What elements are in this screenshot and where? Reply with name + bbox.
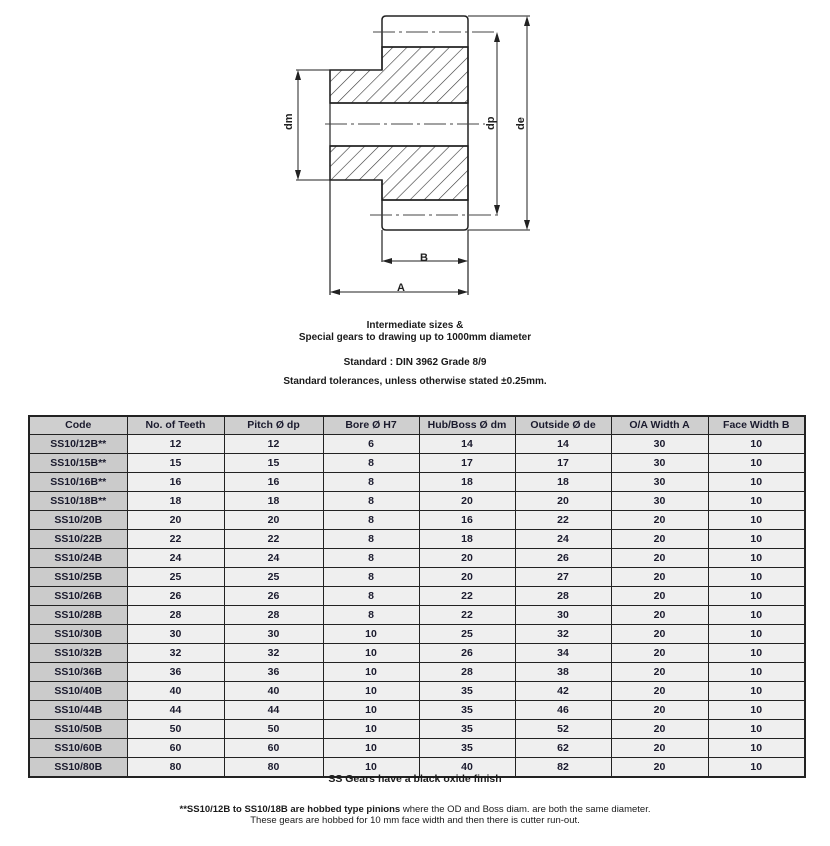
hobbed-note (0, 804, 830, 826)
cell-value: 10 (323, 682, 419, 701)
cell-value: 44 (224, 701, 323, 720)
cell-value: 35 (419, 739, 515, 758)
cell-code: SS10/50B (29, 720, 127, 739)
cell-value: 20 (611, 758, 708, 778)
cell-value: 20 (611, 663, 708, 682)
de-label: de (515, 117, 527, 130)
cell-value: 10 (708, 663, 805, 682)
cell-value: 10 (708, 606, 805, 625)
cell-value: 24 (127, 549, 224, 568)
cell-value: 10 (708, 454, 805, 473)
cell-value: 32 (224, 644, 323, 663)
cell-value: 50 (224, 720, 323, 739)
cell-value: 22 (224, 530, 323, 549)
cell-value: 10 (708, 625, 805, 644)
cell-value: 20 (127, 511, 224, 530)
cell-code: SS10/44B (29, 701, 127, 720)
cell-value: 20 (611, 568, 708, 587)
cell-value: 10 (323, 720, 419, 739)
cell-value: 35 (419, 720, 515, 739)
cell-value: 62 (515, 739, 611, 758)
cell-value: 18 (127, 492, 224, 511)
cell-value: 10 (708, 758, 805, 778)
cell-value: 12 (224, 435, 323, 454)
cell-value: 6 (323, 435, 419, 454)
cell-value: 30 (515, 606, 611, 625)
dp-label: dp (485, 116, 497, 130)
cell-value: 28 (224, 606, 323, 625)
dm-label: dm (283, 113, 295, 130)
cell-value: 8 (323, 454, 419, 473)
cell-value: 80 (224, 758, 323, 778)
header-teeth: No. of Teeth (127, 416, 224, 435)
hobbed-note-line2: These gears are hobbed for 10 mm face width and then there is cutter run-out. (250, 815, 580, 826)
header-oa-width: O/A Width A (611, 416, 708, 435)
cell-value: 20 (611, 606, 708, 625)
cell-code: SS10/28B (29, 606, 127, 625)
gear-spec-table (28, 415, 806, 778)
cell-value: 60 (127, 739, 224, 758)
cell-value: 10 (323, 625, 419, 644)
table-row (29, 682, 805, 701)
cell-value: 8 (323, 492, 419, 511)
cell-value: 10 (708, 549, 805, 568)
table-row (29, 530, 805, 549)
cell-value: 8 (323, 511, 419, 530)
table-row (29, 492, 805, 511)
cell-value: 10 (708, 682, 805, 701)
cell-value: 20 (611, 530, 708, 549)
cell-value: 26 (127, 587, 224, 606)
cell-value: 17 (419, 454, 515, 473)
cell-value: 10 (323, 739, 419, 758)
cell-value: 40 (224, 682, 323, 701)
cell-value: 38 (515, 663, 611, 682)
cell-value: 8 (323, 606, 419, 625)
cell-code: SS10/30B (29, 625, 127, 644)
table-row (29, 549, 805, 568)
cell-value: 20 (515, 492, 611, 511)
caption-intermediate-sizes: Intermediate sizes & (366, 320, 464, 331)
cell-code: SS10/40B (29, 682, 127, 701)
cell-value: 30 (224, 625, 323, 644)
header-outside: Outside Ø de (515, 416, 611, 435)
cell-value: 82 (515, 758, 611, 778)
cell-value: 16 (127, 473, 224, 492)
cell-value: 35 (419, 701, 515, 720)
cell-value: 30 (611, 473, 708, 492)
cell-value: 26 (419, 644, 515, 663)
a-label: A (397, 282, 405, 294)
cell-value: 18 (224, 492, 323, 511)
cell-value: 10 (708, 701, 805, 720)
cell-code: SS10/25B (29, 568, 127, 587)
cell-value: 30 (127, 625, 224, 644)
table-row (29, 606, 805, 625)
cell-code: SS10/22B (29, 530, 127, 549)
cell-value: 10 (708, 644, 805, 663)
cell-value: 60 (224, 739, 323, 758)
cell-value: 8 (323, 473, 419, 492)
header-face-width: Face Width B (708, 416, 805, 435)
cell-code: SS10/18B** (29, 492, 127, 511)
cell-value: 50 (127, 720, 224, 739)
cell-code: SS10/20B (29, 511, 127, 530)
cell-value: 35 (419, 682, 515, 701)
cell-value: 18 (419, 530, 515, 549)
cell-value: 28 (127, 606, 224, 625)
cell-value: 8 (323, 549, 419, 568)
cell-value: 30 (611, 435, 708, 454)
cell-value: 24 (224, 549, 323, 568)
cell-value: 30 (611, 454, 708, 473)
cell-value: 12 (127, 435, 224, 454)
cell-value: 40 (419, 758, 515, 778)
cell-code: SS10/15B** (29, 454, 127, 473)
cell-value: 32 (127, 644, 224, 663)
cell-value: 28 (515, 587, 611, 606)
cell-value: 20 (611, 587, 708, 606)
cell-value: 15 (224, 454, 323, 473)
cell-value: 25 (224, 568, 323, 587)
cell-value: 10 (323, 663, 419, 682)
cell-value: 40 (127, 682, 224, 701)
cell-value: 20 (611, 682, 708, 701)
cell-value: 36 (224, 663, 323, 682)
cell-value: 20 (611, 511, 708, 530)
cell-value: 22 (419, 606, 515, 625)
cell-value: 10 (323, 701, 419, 720)
cell-value: 15 (127, 454, 224, 473)
cell-value: 52 (515, 720, 611, 739)
cell-code: SS10/16B** (29, 473, 127, 492)
cell-value: 16 (224, 473, 323, 492)
table-row (29, 663, 805, 682)
cell-value: 14 (419, 435, 515, 454)
cell-code: SS10/32B (29, 644, 127, 663)
hobbed-note-rest: where the OD and Boss diam. are both the same diameter. (400, 804, 651, 815)
cell-value: 16 (419, 511, 515, 530)
table-row (29, 644, 805, 663)
cell-value: 10 (708, 473, 805, 492)
cell-code: SS10/12B** (29, 435, 127, 454)
cell-value: 10 (323, 758, 419, 778)
cell-value: 20 (611, 644, 708, 663)
cell-value: 22 (127, 530, 224, 549)
cell-code: SS10/26B (29, 587, 127, 606)
cell-value: 22 (419, 587, 515, 606)
cell-value: 20 (224, 511, 323, 530)
cell-value: 10 (708, 435, 805, 454)
table-row (29, 720, 805, 739)
caption-tolerances: Standard tolerances, unless otherwise stated ±0.25mm. (283, 376, 547, 387)
cell-value: 26 (515, 549, 611, 568)
b-label: B (420, 252, 428, 264)
cell-value: 34 (515, 644, 611, 663)
table-row (29, 739, 805, 758)
caption-standard: Standard : DIN 3962 Grade 8/9 (343, 357, 487, 368)
hatched-section (330, 47, 468, 200)
cell-value: 20 (419, 492, 515, 511)
cell-value: 24 (515, 530, 611, 549)
cell-value: 8 (323, 530, 419, 549)
cell-value: 80 (127, 758, 224, 778)
cell-value: 22 (515, 511, 611, 530)
table-row (29, 701, 805, 720)
cell-value: 10 (708, 587, 805, 606)
hobbed-note-bold: **SS10/12B to SS10/18B are hobbed type pinions (179, 804, 401, 815)
cell-value: 18 (419, 473, 515, 492)
header-bore: Bore Ø H7 (323, 416, 419, 435)
cell-value: 10 (708, 530, 805, 549)
cell-value: 28 (419, 663, 515, 682)
cell-value: 10 (708, 568, 805, 587)
cell-value: 26 (224, 587, 323, 606)
gear-section-drawing (270, 0, 550, 300)
cell-value: 10 (708, 492, 805, 511)
cell-value: 20 (419, 568, 515, 587)
cell-value: 20 (419, 549, 515, 568)
table-row (29, 511, 805, 530)
cell-value: 20 (611, 549, 708, 568)
cell-value: 10 (708, 739, 805, 758)
cell-value: 20 (611, 625, 708, 644)
header-code: Code (29, 416, 127, 435)
cell-value: 20 (611, 701, 708, 720)
cell-value: 8 (323, 568, 419, 587)
cell-code: SS10/36B (29, 663, 127, 682)
cell-code: SS10/60B (29, 739, 127, 758)
table-row (29, 435, 805, 454)
cell-value: 20 (611, 739, 708, 758)
cell-code: SS10/80B (29, 758, 127, 778)
cell-value: 25 (127, 568, 224, 587)
cell-value: 30 (611, 492, 708, 511)
table-row (29, 454, 805, 473)
table-header-row (29, 416, 805, 435)
caption-special-gears: Special gears to drawing up to 1000mm diameter (298, 332, 532, 343)
header-hub: Hub/Boss Ø dm (419, 416, 515, 435)
cell-value: 25 (419, 625, 515, 644)
table-row (29, 587, 805, 606)
table-row (29, 473, 805, 492)
cell-value: 17 (515, 454, 611, 473)
cell-value: 46 (515, 701, 611, 720)
header-pitch: Pitch Ø dp (224, 416, 323, 435)
cell-value: 20 (611, 720, 708, 739)
cell-value: 10 (323, 644, 419, 663)
cell-value: 36 (127, 663, 224, 682)
finish-note: SS Gears have a black oxide finish (328, 773, 502, 785)
cell-value: 14 (515, 435, 611, 454)
cell-value: 27 (515, 568, 611, 587)
cell-value: 42 (515, 682, 611, 701)
cell-code: SS10/24B (29, 549, 127, 568)
table-row (29, 625, 805, 644)
cell-value: 10 (708, 511, 805, 530)
cell-value: 8 (323, 587, 419, 606)
cell-value: 18 (515, 473, 611, 492)
cell-value: 10 (708, 720, 805, 739)
table-row (29, 568, 805, 587)
cell-value: 44 (127, 701, 224, 720)
cell-value: 32 (515, 625, 611, 644)
